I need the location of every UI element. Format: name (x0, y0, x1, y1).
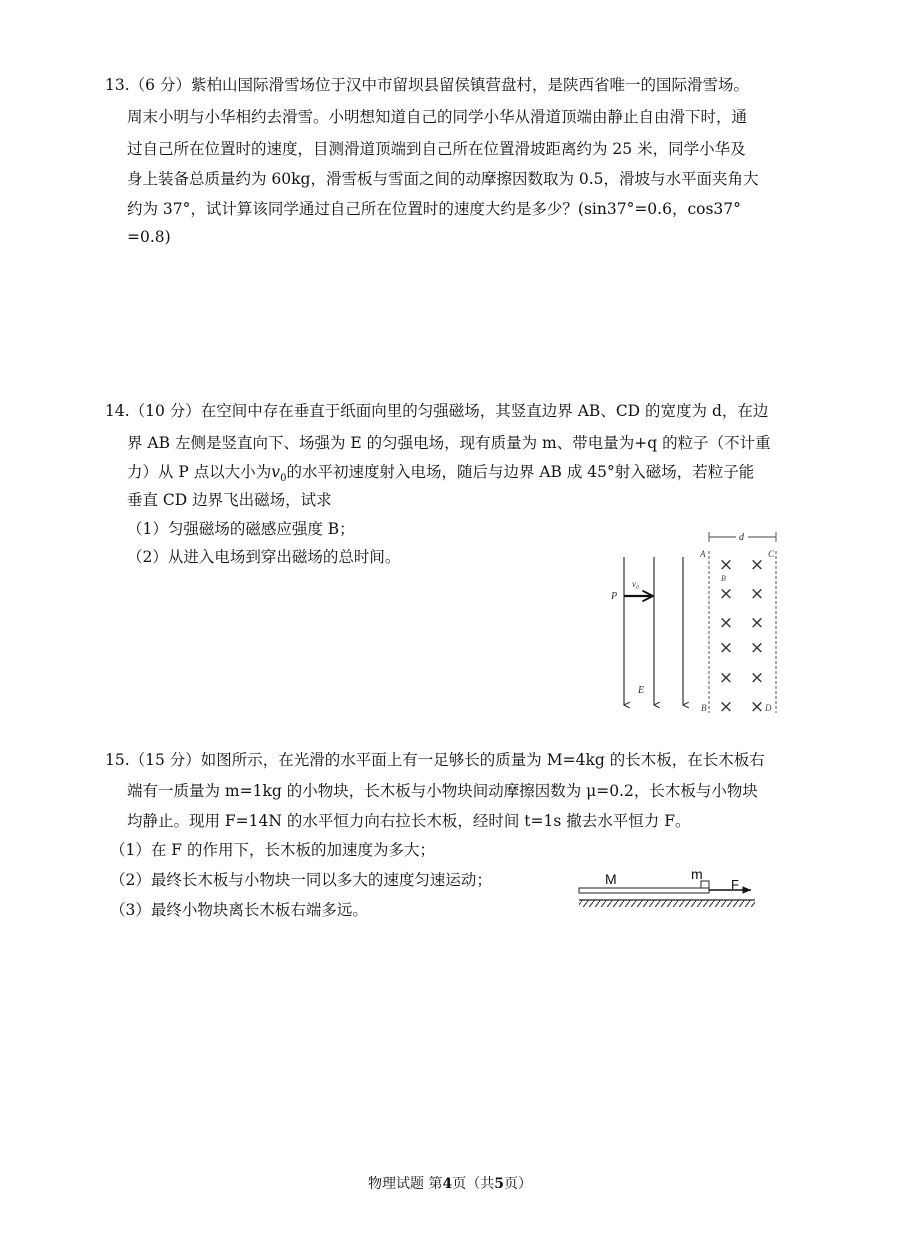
q14-line-4: 垂直 CD 边界飞出磁场，试求 (127, 491, 332, 509)
small-block (701, 881, 709, 888)
q15-board-figure (575, 862, 765, 912)
label-b-top: B (721, 574, 726, 583)
footer-mid: 页（共 (452, 1176, 495, 1192)
cross-mark: × (718, 613, 734, 633)
q14-line-2: 界 AB 左侧是竖直向下、场强为 E 的匀强电场，现有质量为 m、带电量为+q 的粒子（不计重 (127, 434, 771, 452)
q14-line-3-pre: 力）从 P 点以大小为 (127, 463, 272, 481)
q13-line-6: =0.8) (127, 228, 171, 246)
label-a: A (700, 549, 706, 559)
q14-line-3-post: 的水平初速度射入电场，随后与边界 AB 成 45°射入磁场，若粒子能 (286, 463, 755, 481)
q15-line-3: 均静止。现用 F=14N 的水平恒力向右拉长木板，经时间 t=1s 撤去水平恒力 F。 (127, 812, 691, 830)
footer-total-pages: 5 (494, 1176, 504, 1192)
q14-field-figure (605, 527, 805, 717)
label-m-board: M (605, 871, 617, 887)
q13-line-1: 13.（6 分）紫柏山国际滑雪场位于汉中市留坝县留侯镇营盘村，是陕西省唯一的国际滑雪场。 (105, 76, 749, 94)
ground-hatch (579, 900, 755, 907)
q13-line-3: 过自己所在位置时的速度，目测滑道顶端到自己所在位置滑坡距离约为 25 米，同学小华及 (127, 140, 746, 158)
cross-mark: × (718, 697, 734, 717)
long-board (579, 888, 709, 893)
cross-mark: × (749, 668, 765, 688)
footer-pre: 物理试题 第 (368, 1176, 443, 1192)
q14-sub-1: （1）匀强磁场的磁感应强度 B； (127, 520, 355, 538)
v0-sub: 0 (280, 473, 287, 485)
label-d-corner: D (765, 703, 772, 713)
cross-mark: × (749, 638, 765, 658)
q14-sub-2: （2）从进入电场到穿出磁场的总时间。 (127, 548, 401, 566)
label-d: d (739, 532, 744, 543)
cross-mark: × (718, 638, 734, 658)
q15-line-1: 15.（15 分）如图所示，在光滑的水平面上有一足够长的质量为 M=4kg 的长木板，在长木板右 (105, 751, 765, 769)
cross-mark: × (718, 584, 734, 604)
q13-line-5: 约为 37°，试计算该同学通过自己所在位置时的速度大约是多少？(sin37°=0.6，cos37° (127, 200, 741, 218)
cross-mark: × (749, 555, 765, 575)
q13-line-2: 周末小明与小华相约去滑雪。小明想知道自己的同学小华从滑道顶端由静止自由滑下时，通 (127, 108, 748, 126)
cross-mark: × (749, 584, 765, 604)
v0-var: v (271, 463, 281, 481)
cross-mark: × (718, 668, 734, 688)
q15-sub-3: （3）最终小物块离长木板右端多远。 (110, 901, 368, 919)
cross-mark: × (749, 613, 765, 633)
q13-line-4: 身上装备总质量约为 60kg，滑雪板与雪面之间的动摩擦因数取为 0.5，滑坡与水平面夹角大 (127, 170, 759, 188)
label-f: F (731, 877, 739, 892)
footer-post: 页） (503, 1176, 532, 1192)
cross-mark: × (718, 555, 734, 575)
label-c: C (768, 549, 775, 559)
label-b: B (701, 703, 707, 713)
q15-sub-2: （2）最终长木板与小物块一同以多大的速度匀速运动； (110, 871, 492, 889)
q14-line-1: 14.（10 分）在空间中存在垂直于纸面向里的匀强磁场，其竖直边界 AB、CD 的宽度为 d，在边 (105, 402, 769, 420)
q15-sub-1: （1）在 F 的作用下，长木板的加速度为多大； (110, 841, 435, 859)
label-e: E (638, 685, 645, 696)
q15-line-2: 端有一质量为 m=1kg 的小物块，长木板与小物块间动摩擦因数为 μ=0.2，长木板与小物块 (127, 782, 758, 800)
page-footer (0, 1175, 900, 1193)
label-m-block: m (691, 866, 703, 882)
q14-line-3 (127, 462, 754, 489)
label-v0: v₀ (632, 579, 640, 589)
footer-page-number: 4 (442, 1176, 453, 1192)
v0-symbol (271, 463, 287, 485)
label-p: P (611, 591, 618, 602)
cross-mark: × (749, 697, 765, 717)
